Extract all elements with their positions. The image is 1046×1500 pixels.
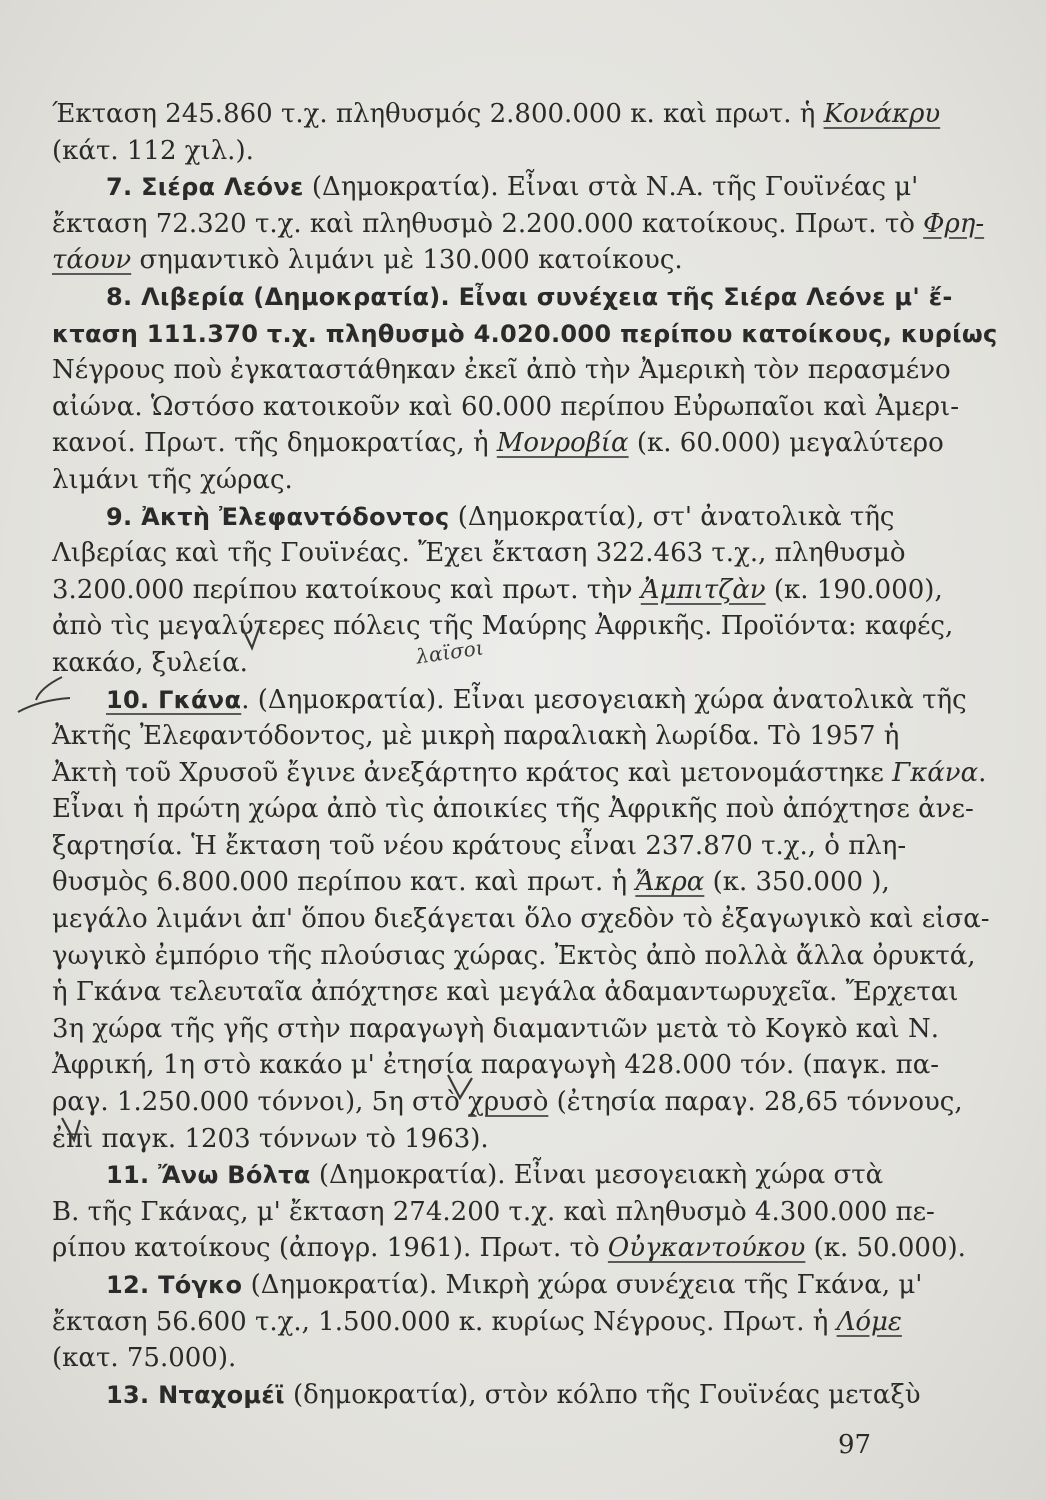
text-line (52, 1157, 882, 1194)
text-run: Β. τῆς Γκάνας, μ' ἔκταση 274.200 τ.χ. καὶ πληθυσμὸ 4.300.000 πε- (52, 1196, 935, 1227)
text-run: ἔκταση 56.600 τ.χ., 1.500.000 κ. κυρίως Νέγρους. Πρωτ. ἡ (52, 1306, 837, 1337)
text-line (52, 791, 974, 828)
text-run: 13. Νταχομέϊ (106, 1380, 285, 1409)
text-line (52, 279, 953, 316)
text-run: γωγικὸ ἐμπόριο τῆς πλούσιας χώρας. Ἐκτὸς ἀπὸ πολλὰ ἄλλα ὀρυκτά, (52, 940, 976, 971)
text-line (52, 499, 895, 536)
text-line (52, 828, 907, 865)
text-line (52, 425, 944, 462)
text-line (52, 1047, 940, 1084)
text-run: Λιβερίας καὶ τῆς Γουϊνέας. Ἔχει ἔκταση 322.463 τ.χ., πληθυσμὸ (52, 538, 906, 569)
text-run: ἔκταση 72.320 τ.χ. καὶ πληθυσμὸ 2.200.000 κατοίκους. Πρωτ. τὸ (52, 208, 924, 239)
text-run: . (978, 757, 987, 788)
text-line (52, 316, 998, 353)
text-run: (Δημοκρατία). Εἶναι στὰ Ν.Α. τῆς Γουϊνέας μ' (303, 172, 919, 203)
text-run: 7. Σιέρα Λεόνε (106, 173, 304, 202)
text-line (52, 1340, 882, 1377)
text-line (52, 96, 941, 133)
text-run: 11. Ἄνω Βόλτα (106, 1161, 311, 1190)
text-line (52, 938, 976, 975)
text-run: ἐπὶ παγκ. 1203 τόννων τὸ 1963). (52, 1123, 489, 1154)
text-line (52, 462, 882, 499)
text-line (52, 718, 900, 755)
text-run: κανοί. Πρωτ. τῆς δημοκρατίας, ἡ (52, 428, 497, 459)
text-line (52, 1194, 935, 1231)
text-run: κταση 111.370 τ.χ. πληθυσμὸ 4.020.000 περίπου κατοίκους, κυρίως (52, 319, 998, 348)
text-run: ραγ. 1.250.000 τόννοι), 5η στὸ (52, 1087, 469, 1118)
text-line (52, 389, 959, 426)
text-line (52, 755, 987, 792)
text-run: (κ. 350.000 ), (704, 867, 890, 898)
text-run: Οὐγκαντούκου (607, 1233, 806, 1264)
text-run: Γκάνα (892, 757, 979, 788)
text-run: ἀπὸ τὶς μεγαλύτερες πόλεις τῆς Μαύρης Ἀφρικῆς. Προϊόντα: καφές, (52, 611, 954, 642)
text-line (52, 864, 890, 901)
text-line (52, 1377, 921, 1414)
text-line (52, 352, 951, 389)
text-run: (κάτ. 112 χιλ.). (52, 135, 254, 166)
text-line (52, 169, 919, 206)
text-line (52, 901, 990, 938)
text-run: μεγάλο λιμάνι ἀπ' ὅπου διεξάγεται ὅλο σχεδὸν τὸ ἐξαγωγικὸ καὶ εἰσα- (52, 904, 990, 935)
text-run: 3η χώρα τῆς γῆς στὴν παραγωγὴ διαμαντιῶν μετὰ τὸ Κογκὸ καὶ Ν. (52, 1013, 940, 1044)
text-run: . (Δημοκρατία). Εἶναι μεσογειακὴ χώρα ἀνατολικὰ τῆς (241, 684, 967, 715)
text-line (52, 1304, 902, 1341)
text-run: Ἀκτῆς Ἐλεφαντόδοντος, μὲ μικρὴ παραλιακὴ λωρίδα. Τὸ 1957 ἡ (52, 721, 900, 752)
text-run: Ἀκτὴ τοῦ Χρυσοῦ ἔγινε ἀνεξάρτητο κράτος καὶ μετονομάστηκε (52, 757, 893, 788)
text-run: (Δημοκρατία), στ' ἀνατολικὰ τῆς (449, 501, 895, 532)
text-run: Φρη- (923, 208, 985, 239)
text-run: 8. Λιβερία (Δημοκρατία). Εἶναι συνέχεια τῆς Σιέρα Λεόνε μ' ἔ- (106, 282, 953, 311)
text-run: Εἶναι ἡ πρώτη χώρα ἀπὸ τὶς ἀποικίες τῆς Ἀφρικῆς ποὺ ἀπόχτησε ἀνε- (52, 794, 974, 825)
text-run: αἰώνα. Ὡστόσο κατοικοῦν καὶ 60.000 περίπου Εὐρωπαῖοι καὶ Ἀμερι- (52, 391, 959, 422)
text-line (52, 682, 967, 719)
text-run: Ἄκρα (635, 867, 705, 898)
text-run: (δημοκρατία), στὸν κόλπο τῆς Γουϊνέας μεταξὺ (284, 1379, 921, 1410)
text-run: χρυσὸ (468, 1087, 549, 1118)
text-run: (κ. 50.000). (805, 1233, 966, 1264)
text-line (52, 1084, 963, 1121)
text-run: Λόμε (836, 1306, 902, 1337)
text-run: Νέγρους ποὺ ἐγκαταστάθηκαν ἐκεῖ ἀπὸ τὴν Ἀμερικὴ τὸν περασμένο (52, 355, 951, 386)
text-run: ἡ Γκάνα τελευταῖα ἀπόχτησε καὶ μεγάλα ἀδαμαντωρυχεῖα. Ἔρχεται (52, 977, 959, 1008)
text-run: θυσμὸς 6.800.000 περίπου κατ. καὶ πρωτ. ἡ (52, 867, 636, 898)
text-line (52, 242, 882, 279)
text-run: Ἀμπιτζὰν (640, 574, 766, 605)
text-run: (κ. 60.000) μεγαλύτερο (628, 428, 944, 459)
text-run: (κ. 190.000), (765, 574, 943, 605)
text-run: 9. Ἀκτὴ Ἐλεφαντόδοντος (106, 502, 450, 531)
text-line (52, 572, 943, 609)
text-line (52, 1011, 940, 1048)
text-run: (Δημοκρατία). Μικρὴ χώρα συνέχεια τῆς Γκάνα, μ' (242, 1270, 923, 1300)
page-body-text (52, 96, 998, 1413)
text-line (52, 133, 882, 170)
text-run: (Δημοκρατία). Εἶναι μεσογειακὴ χώρα στὰ (310, 1160, 884, 1191)
text-run: (ἐτησία παραγ. 28,65 τόννους, (548, 1087, 963, 1118)
text-line (52, 1230, 966, 1267)
text-run: 3.200.000 περίπου κατοίκους καὶ πρωτ. τὴν (52, 574, 641, 605)
text-line (52, 1121, 882, 1158)
text-run: 12. Τόγκο (106, 1271, 243, 1299)
text-run: (κατ. 75.000). (52, 1343, 237, 1374)
text-run: ξαρτησία. Ἡ ἔκταση τοῦ νέου κράτους εἶναι 237.870 τ.χ., ὁ πλη- (52, 830, 907, 861)
text-run: τάουν (52, 245, 132, 276)
text-run: σημαντικὸ λιμάνι μὲ 130.000 κατοίκους. (131, 245, 683, 276)
text-line (52, 974, 959, 1011)
text-run: Έκταση 245.860 τ.χ. πληθυσμός 2.800.000 κ. καὶ πρωτ. ἡ (52, 99, 824, 129)
text-run: 10. Γκάνα (106, 685, 242, 714)
text-line (52, 535, 906, 572)
text-line (52, 206, 985, 243)
page-number: 97 (838, 1430, 872, 1460)
handwritten-note: λαϊσοι (414, 635, 485, 669)
text-run: ρίπου κατοίκους (ἀπογρ. 1961). Πρωτ. τὸ (52, 1233, 608, 1264)
text-run: λιμάνι τῆς χώρας. (52, 464, 293, 495)
text-run: Μονροβία (496, 428, 629, 459)
text-line (52, 1267, 923, 1304)
text-run: κακάο, ξυλεία. (52, 647, 248, 678)
text-run: Κονάκρυ (823, 99, 941, 129)
text-run: Ἀφρική, 1η στὸ κακάο μ' ἐτησία παραγωγὴ 428.000 τόν. (παγκ. πα- (52, 1050, 940, 1081)
